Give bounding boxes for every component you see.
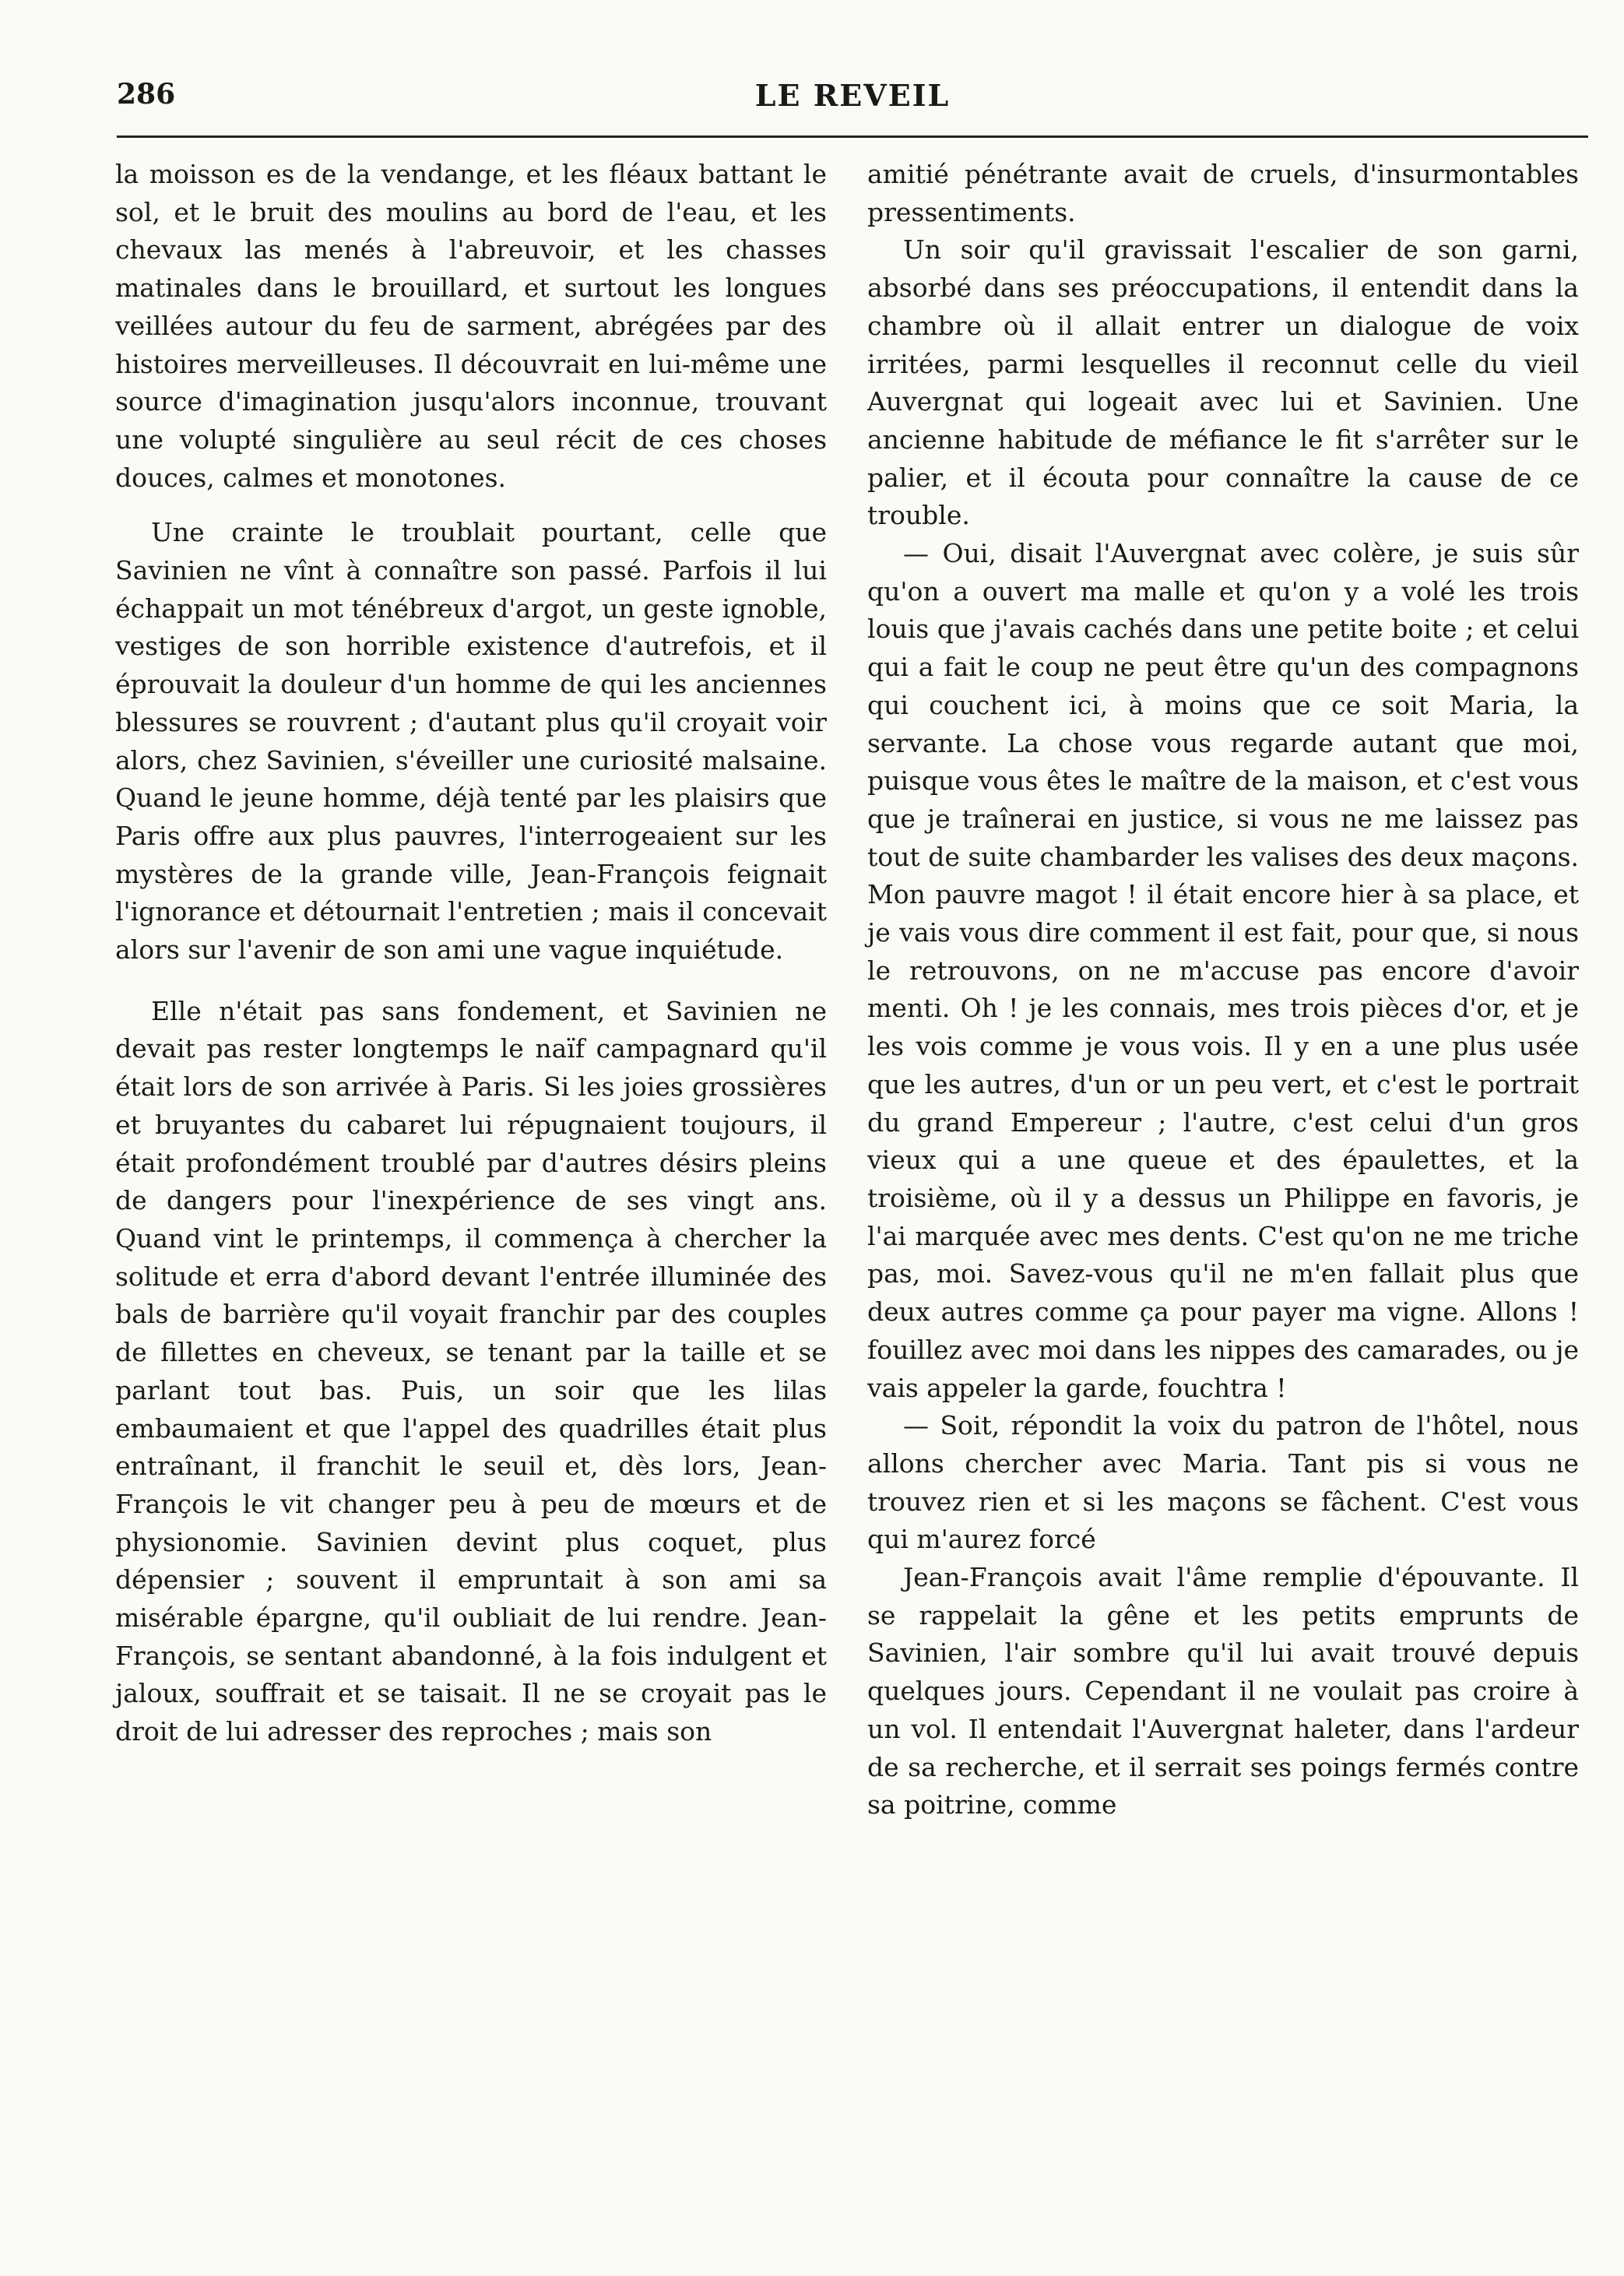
paragraph: la moisson es de la vendange, et les fléaux battant le sol, et le bruit des moulins au bord de l'eau, et les chevaux las menés à l'abreuvoir, et les chasses matinales dans le brouillard, et surtout les longues veillées autour du feu de sarment, abrégées par des histoires merveilleuses. Il découvrait en lui-même une source d'imagination jusqu'alors inconnue, trouvant une volupté singulière au seul récit de ces choses douces, calmes et monotones. — [115, 159, 827, 493]
page-number: 286 — [117, 78, 176, 111]
paragraph: Jean-François avait l'âme remplie d'épouvante. Il se rappelait la gêne et les petits emprunts de Savinien, l'air sombre qu'il lui avait trouvé depuis quelques jours. Cependant il ne voulait pas croire à un vol. Il entendait l'Auvergnat haleter, dans l'ardeur de sa recherche, et il serrait ses poings fermés contre sa poitrine, comme — [867, 1562, 1579, 1820]
paragraph: — Oui, disait l'Auvergnat avec colère, je suis sûr qu'on a ouvert ma malle et qu'on y a volé les trois louis que j'avais cachés dans une petite boite ; et celui qui a fait le coup ne peut être qu'un des compagnons qui couchent ici, à moins que ce soit Maria, la servante. La chose vous regarde autant que moi, puisque vous êtes le maître de la maison, et c'est vous que je traînerai en justice, si vous ne me laissez pas tout de suite chambarder les valises des deux maçons. Mon pauvre magot ! il était encore hier à sa place, et je vais vous dire comment il est fait, pour que, si nous le retrouvons, on ne m'accuse pas encore d'avoir menti. Oh ! je les connais, mes trois pièces d'or, et je les vois comme je vous vois. Il y en a une plus usée que les autres, d'un or un peu vert, et c'est le portrait du grand Empereur ; l'autre, c'est celui d'un gros vieux qui a une queue et des épaulettes, et la troisième, où il y a dessus un Philippe en favoris, je l'ai marquée avec mes dents. C'est qu'on ne me triche pas, moi. Savez-vous qu'il ne m'en fallait plus que deux autres comme ça pour payer ma vigne. Allons ! fouillez avec moi dans les nippes des camarades, ou je vais appeler la garde, fouchtra ! — [867, 538, 1579, 1403]
right-column — [867, 156, 1579, 1824]
left-column — [115, 156, 827, 1751]
header-rule — [117, 135, 1588, 138]
paragraph: — Soit, répondit la voix du patron de l'hôtel, nous allons chercher avec Maria. Tant pis si vous ne trouvez rien et si les maçons se fâchent. C'est vous qui m'aurez forcé — [867, 1410, 1579, 1555]
paragraph: Un soir qu'il gravissait l'escalier de son garni, absorbé dans ses préoccupations, il entendit dans la chambre où il allait entrer un dialogue de voix irritées, parmi lesquelles il reconnut celle du vieil Auvergnat qui logeait avec lui et Savinien. Une ancienne habitude de méfiance le fit s'arrêter sur le palier, et il écouta pour connaître la cause de ce trouble. — [867, 234, 1579, 531]
paragraph: Elle n'était pas sans fondement, et Savinien ne devait pas rester longtemps le naïf campagnard qu'il était lors de son arrivée à Paris. Si les joies grossières et bruyantes du cabaret lui répugnaient toujours, il était profondément troublé par d'autres désirs pleins de dangers pour l'inexpérience de ses vingt ans. Quand vint le printemps, il commença à chercher la solitude et erra d'abord devant l'entrée illuminée des bals de barrière qu'il voyait franchir par des couples de fillettes en cheveux, se tenant par la taille et se parlant tout bas. Puis, un soir que les lilas embaumaient et que l'appel des quadrilles était plus entraînant, il franchit le seuil et, dès lors, Jean-François le vit changer peu à peu de mœurs et de physionomie. Savinien devint plus coquet, plus dépensier ; souvent il empruntait à son ami sa misérable épargne, qu'il oubliait de lui rendre. Jean-François, se sentant abandonné, à la fois indulgent et jaloux, souffrait et se taisait. Il ne se croyait pas le droit de lui adresser des reproches ; mais son — [115, 995, 827, 1747]
page-header — [117, 78, 1588, 117]
paragraph: Une crainte le troublait pourtant, celle que Savinien ne vînt à connaître son passé. Parfois il lui échappait un mot ténébreux d'argot, un geste ignoble, vestiges de son horrible existence d'autrefois, et il éprouvait la douleur d'un homme de qui les anciennes blessures se rouvrent ; d'autant plus qu'il croyait voir alors, chez Savinien, s'éveiller une curiosité malsaine. Quand le jeune homme, déjà tenté par les plaisirs que Paris offre aux plus pauvres, l'interrogeaient sur les mystères de la grande ville, Jean-François feignait l'ignorance et détournait l'entretien ; mais il concevait alors sur l'avenir de son ami une vague inquiétude. — [115, 517, 827, 966]
paragraph: amitié pénétrante avait de cruels, d'insurmontables pressentiments. — [867, 159, 1579, 227]
journal-title: LE REVEIL — [754, 78, 951, 113]
